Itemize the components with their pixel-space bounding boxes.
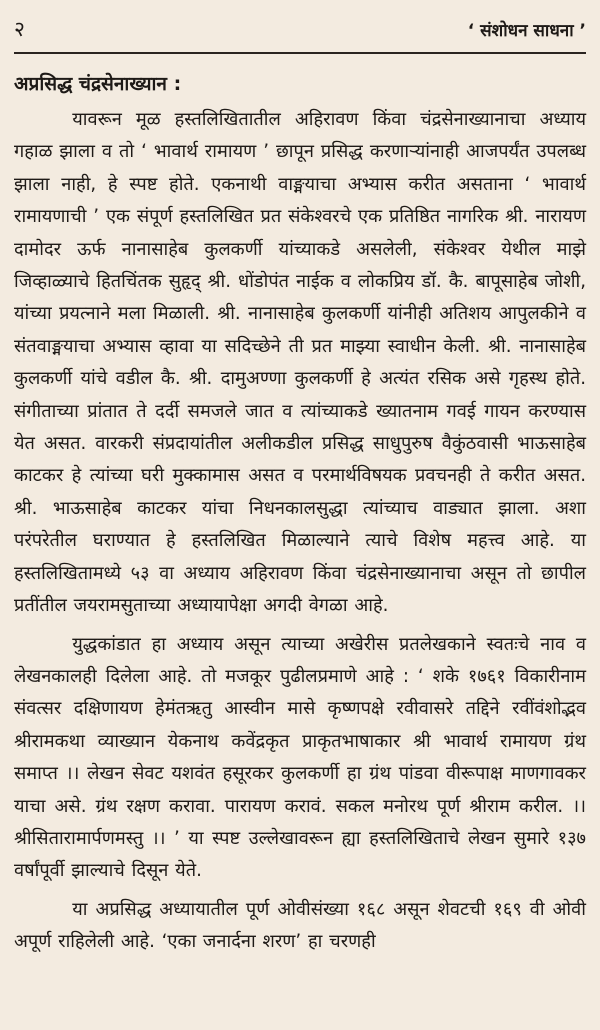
paragraph-3: या अप्रसिद्ध अध्यायातील पूर्ण ओवीसंख्या १६८ असून शेवटची १६९ वी ओवी अपूर्ण राहिलेली आहे. ‘एका जनार्दना शरण’ हा चरणही bbox=[14, 898, 586, 953]
page-number: २ bbox=[14, 17, 25, 41]
section-heading: अप्रसिद्ध चंद्रसेनाख्यान : bbox=[14, 73, 182, 95]
paragraph-1: यावरून मूळ हस्तलिखितातील अहिरावण किंवा चंद्रसेनाख्यानाचा अध्याय गहाळ झाला व तो ‘ भावार्थ रामायण ’ छापून प्रसिद्ध करणाऱ्यांनाही आजपर्यंत उपलब्ध झाला नाही, हे स्पष्ट होते. एकनाथी वाङ्मयाचा अभ्यास करीत असताना ‘ भावार्थ रामायणाची ’ एक संपूर्ण हस्तलिखित प्रत संकेश्वरचे एक प्रतिष्ठित नागरिक श्री. नारायण दामोदर ऊर्फ नानासाहेब कुलकर्णी यांच्याकडे असलेली, संकेश्वर येथील माझे जिव्हाळ्याचे हितचिंतक सुहृद् श्री. धोंडोपंत नाईक व लोकप्रिय डॉ. कै. बापूसाहेब जोशी, यांच्या प्रयत्नाने मला मिळाली. श्री. नानासाहेब कुलकर्णी यांनीही अतिशय आपुलकीने व संतवाङ्मयाचा अभ्यास व्हावा या सदिच्छेने ती प्रत माझ्या स्वाधीन केली. श्री. नानासाहेब कुलकर्णी यांचे वडील कै. श्री. दामुअण्णा कुलकर्णी हे अत्यंत रसिक असे गृहस्थ होते. संगीताच्या प्रांतात ते दर्दी समजले जात व त्यांच्याकडे ख्यातनाम गवई गायन करण्यास येत असत. वारकरी संप्रदायांतील अलीकडील प्रसिद्ध साधुपुरुष वैकुंठवासी भाऊसाहेब काटकर हे त्यांच्या घरी मुक्कामास असत व परमार्थविषयक प्रवचनही ते करीत असत. श्री. भाऊसाहेब काटकर यांचा निधनकालसुद्धा त्यांच्याच वाड्यात झाला. अशा परंपरेतील घराण्यात हे हस्तलिखित मिळाल्याने त्याचे विशेष महत्त्व आहे. या हस्तलिखितामध्ये ५३ वा अध्याय अहिरावण किंवा चंद्रसेनाख्यानाचा असून तो छापील प्रतींतील जयरामसुताच्या अध्यायापेक्षा अगदी वेगळा आहे. bbox=[14, 109, 586, 617]
header-rule bbox=[14, 52, 586, 54]
paragraph-2: युद्धकांडात हा अध्याय असून त्याच्या अखेरीस प्रतलेखकाने स्वतःचे नाव व लेखनकालही दिलेला आहे. तो मजकूर पुढीलप्रमाणे आहे : ‘ शके १७६१ विकारीनाम संवत्सर दक्षिणायण हेमंतऋतु आस्वीन मासे कृष्णपक्षे रवीवासरे तद्दिने रवींवंशोद्भव श्रीरामकथा व्याख्यान येकनाथ कवेंद्रकृत प्राकृतभाषाकार श्री भावार्थ रामायण ग्रंथ समाप्त ।। लेखन सेवट यशवंत हसूरकर कुलकर्णी हा ग्रंथ पांडवा वीरूपाक्ष माणगावकर याचा असे. ग्रंथ रक्षण करावा. पारायण करावं. सकल मनोरथ पूर्ण श्रीराम करील. ।। श्रीसितारामार्पणमस्तु ।। ’ या स्पष्ट उल्लेखावरून ह्या हस्तलिखिताचे लेखन सुमारे १३७ वर्षांपूर्वी झाल्याचे दिसून येते. bbox=[14, 633, 586, 882]
running-title: ‘ संशोधन साधना ’ bbox=[467, 21, 586, 41]
running-header bbox=[14, 14, 586, 46]
